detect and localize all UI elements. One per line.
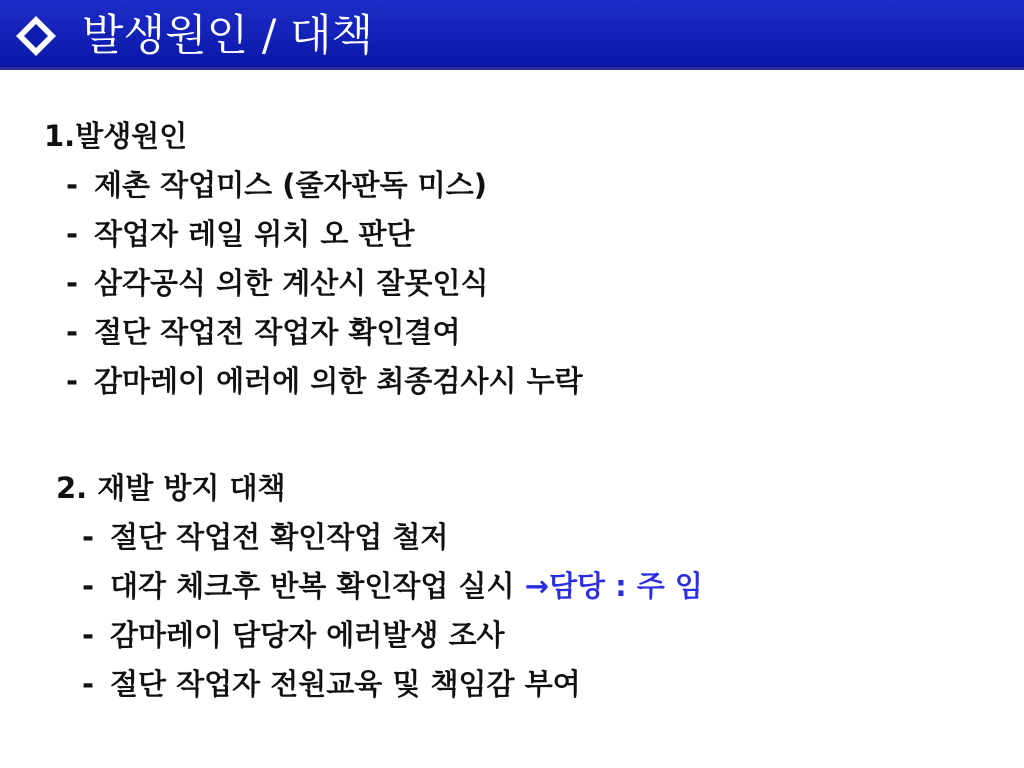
diamond-icon: [14, 14, 58, 58]
list-item-text: 절단 작업자 전원교육 및 책임감 부여: [110, 667, 581, 701]
dash: -: [82, 569, 95, 603]
list-item-text: 삼각공식 의한 계산시 잘못인식: [94, 266, 489, 300]
list-item-text: 대각 체크후 반복 확인작업 실시: [110, 569, 525, 603]
slide-title: 발생원인 / 대책: [82, 11, 374, 61]
list-item: [56, 660, 703, 709]
owner-note: →담당 : 주 임: [524, 569, 703, 603]
title-bar: [0, 0, 1024, 70]
list-item-text: 감마레이 에러에 의한 최종검사시 누락: [94, 364, 583, 398]
list-item-text: 제촌 작업미스 (줄자판독 미스): [94, 168, 487, 202]
list-item-text: 절단 작업전 작업자 확인결여: [94, 315, 461, 349]
section-heading: 1.발생원인: [44, 119, 188, 153]
list-item: [56, 562, 703, 611]
dash: -: [66, 266, 79, 300]
dash: -: [82, 667, 95, 701]
dash: -: [82, 618, 95, 652]
section-prevention: [56, 464, 703, 709]
list-item-text: 작업자 레일 위치 오 판단: [94, 217, 415, 251]
dash: -: [66, 168, 79, 202]
list-item: [44, 259, 583, 308]
list-item: [44, 161, 583, 210]
dash: -: [66, 315, 79, 349]
list-item: [56, 611, 703, 660]
list-item: [44, 308, 583, 357]
list-item-text: 감마레이 담당자 에러발생 조사: [110, 618, 505, 652]
list-item-text: 절단 작업전 확인작업 철저: [110, 520, 449, 554]
list-item: [56, 513, 703, 562]
section-heading: 2. 재발 방지 대책: [56, 471, 286, 505]
dash: -: [82, 520, 95, 554]
list-item: [44, 357, 583, 406]
list-item: [44, 210, 583, 259]
section-cause: [44, 112, 583, 406]
dash: -: [66, 364, 79, 398]
dash: -: [66, 217, 79, 251]
